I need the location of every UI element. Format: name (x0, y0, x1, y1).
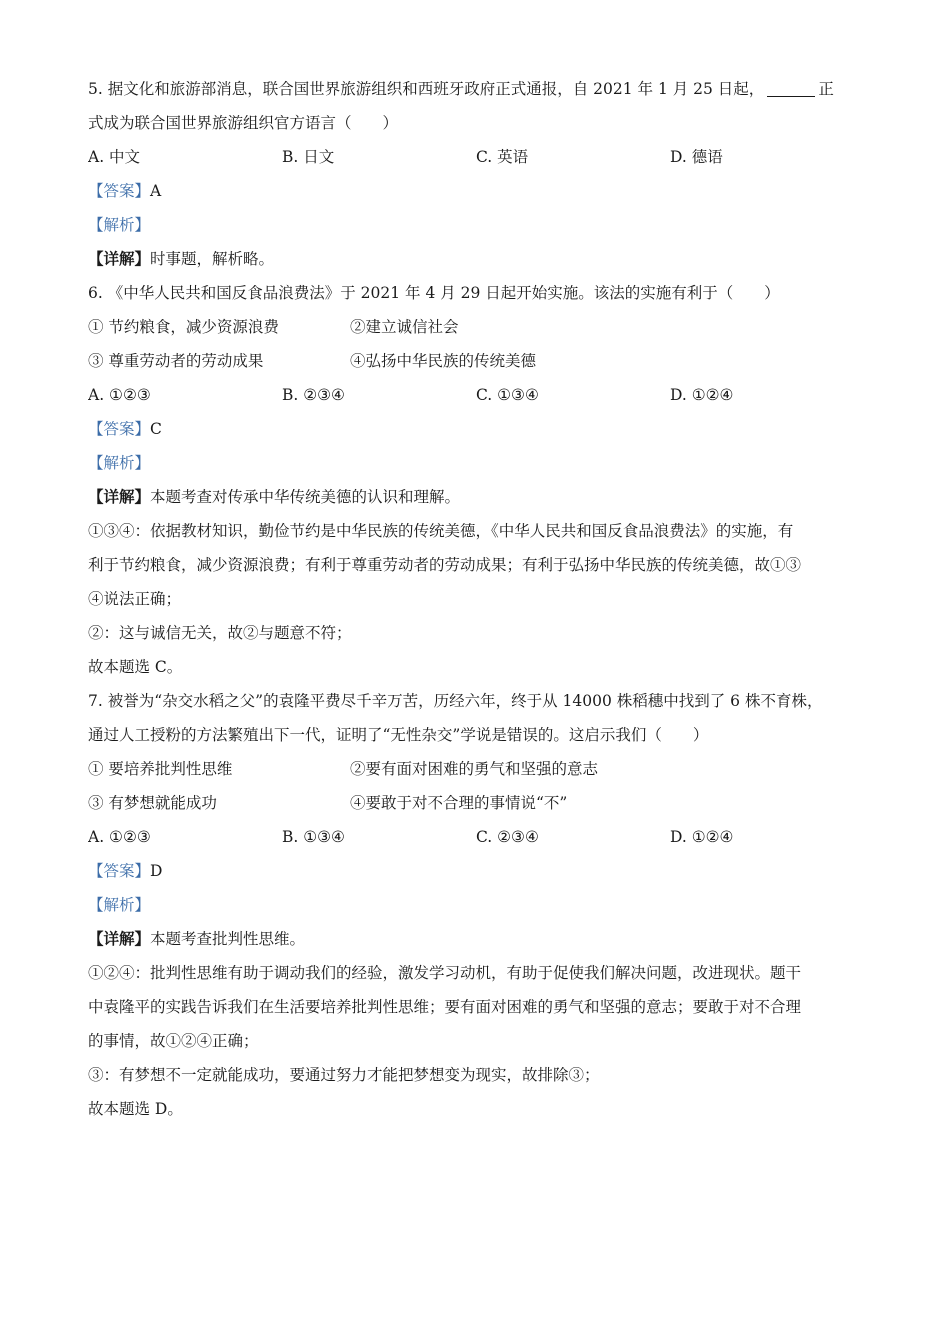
question-6-explanation-line: ④说法正确； (88, 590, 182, 608)
question-7-explanation-line: ③：有梦想不一定就能成功，要通过努力才能把梦想变为现实，故排除③； (88, 1066, 600, 1084)
option-b: B. ①③④ (282, 828, 345, 846)
option-b: B. 日文 (282, 148, 335, 166)
question-6-answer: 【答案】C (88, 420, 162, 438)
question-6-explanation-line: ①③④：依据教材知识，勤俭节约是中华民族的传统美德，《中华人民共和国反食品浪费法》的实施，有 (88, 522, 794, 540)
question-7-stem-line-2: 通过人工授粉的方法繁殖出下一代，证明了“无性杂交”学说是错误的。这启示我们（ ） (88, 726, 709, 744)
question-5-analysis-tag: 【解析】 (88, 216, 151, 234)
question-6-detail: 【详解】本题考查对传承中华传统美德的认识和理解。 (88, 487, 461, 506)
question-6-stem: 6. 《中华人民共和国反食品浪费法》于 2021 年 4 月 29 日起开始实施。该法的实施有利于（ ） (88, 284, 780, 302)
document-page (88, 72, 868, 1126)
option-a: A. ①②③ (88, 828, 151, 846)
question-6-explanation-line: 利于节约粮食，减少资源浪费；有利于尊重劳动者的劳动成果；有利于弘扬中华民族的传统美德，故①③ (88, 556, 802, 574)
question-6-conclusion: 故本题选 C。 (88, 658, 183, 676)
option-a: A. 中文 (88, 148, 141, 166)
question-5-answer: 【答案】A (88, 182, 162, 200)
question-7-options (88, 820, 868, 854)
question-7-items-row-1: ① 要培养批判性思维 ②要有面对困难的勇气和坚强的意志 (88, 760, 599, 778)
option-b: B. ②③④ (282, 386, 345, 404)
question-7-explanation-line: ①②④：批判性思维有助于调动我们的经验，激发学习动机，有助于促使我们解决问题，改进现状。题干 (88, 964, 802, 982)
option-d: D. ①②④ (670, 828, 734, 846)
option-c: C. ①③④ (476, 386, 539, 404)
question-5-options (88, 140, 868, 174)
question-6-explanation-line: ②：这与诚信无关，故②与题意不符； (88, 624, 352, 642)
question-7-stem-line-1: 7. 被誉为“杂交水稻之父”的袁隆平费尽千辛万苦，历经六年，终于从 14000 株稻穗中找到了 6 株不育株， (88, 692, 823, 710)
question-6-items-row-2: ③ 尊重劳动者的劳动成果 ④弘扬中华民族的传统美德 (88, 352, 537, 370)
option-c: C. ②③④ (476, 828, 539, 846)
question-7-detail: 【详解】本题考查批判性思维。 (88, 929, 306, 948)
question-6-options (88, 378, 868, 412)
question-5-stem-line-1: 5. 据文化和旅游部消息，联合国世界旅游组织和西班牙政府正式通报，自 2021 年 1 月 25 日起， 正 (88, 80, 834, 98)
question-7-explanation-line: 中袁隆平的实践告诉我们在生活要培养批判性思维；要有面对困难的勇气和坚强的意志；要敢于对不合理 (88, 998, 802, 1016)
fill-blank (767, 78, 815, 97)
option-d: D. ①②④ (670, 386, 734, 404)
question-7-items-row-2: ③ 有梦想就能成功 ④要敢于对不合理的事情说“不” (88, 794, 568, 812)
question-6-analysis-tag: 【解析】 (88, 454, 151, 472)
option-d: D. 德语 (670, 148, 723, 166)
question-7-answer: 【答案】D (88, 862, 163, 880)
option-c: C. 英语 (476, 148, 529, 166)
question-5-detail: 【详解】时事题，解析略。 (88, 249, 275, 268)
option-a: A. ①②③ (88, 386, 151, 404)
question-7-explanation-line: 的事情，故①②④正确； (88, 1032, 259, 1050)
question-7-conclusion: 故本题选 D。 (88, 1100, 183, 1118)
question-5-stem-line-2: 式成为联合国世界旅游组织官方语言（ ） (88, 114, 399, 132)
question-7-analysis-tag: 【解析】 (88, 896, 151, 914)
question-6-items-row-1: ① 节约粮食，减少资源浪费 ②建立诚信社会 (88, 318, 459, 336)
